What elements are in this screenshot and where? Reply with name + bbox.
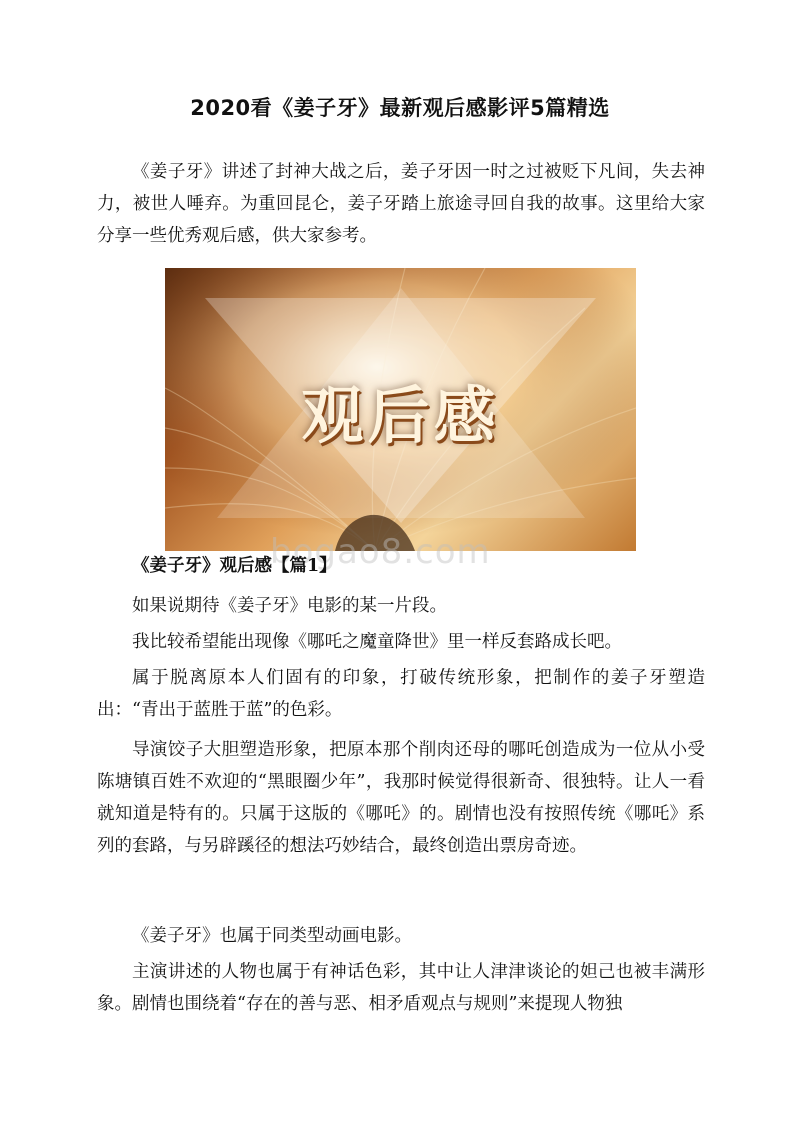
body-paragraph-6: 主演讲述的人物也属于有神话色彩，其中让人津津谈论的妲己也被丰满形象。剧情也围绕着“存在的善与恶、相矛盾观点与规则”来提现人物独	[97, 962, 705, 1014]
body-paragraph-2: 我比较希望能出现像《哪吒之魔童降世》里一样反套路成长吧。	[132, 632, 622, 652]
page-title: 2020看《姜子牙》最新观后感影评5篇精选	[190, 96, 610, 120]
body-paragraph-1: 如果说期待《姜子牙》电影的某一片段。	[132, 596, 447, 616]
watermark: bogao8.com	[270, 532, 491, 572]
body-paragraph-3: 属于脱离原本人们固有的印象，打破传统形象，把制作的姜子牙塑造出：“青出于蓝胜于蓝”的色彩。	[97, 668, 705, 720]
intro-paragraph: 《姜子牙》讲述了封神大战之后，姜子牙因一时之过被贬下凡间，失去神力，被世人唾弃。为重回昆仑，姜子牙踏上旅途寻回自我的故事。这里给大家分享一些优秀观后感，供大家参考。	[97, 162, 705, 246]
body-paragraph-5: 《姜子牙》也属于同类型动画电影。	[132, 926, 412, 946]
body-paragraph-4: 导演饺子大胆塑造形象，把原本那个削肉还母的哪吒创造成为一位从小受陈塘镇百姓不欢迎的“黑眼圈少年”，我那时候觉得很新奇、很独特。让人一看就知道是特有的。只属于这版的《哪吒》的。剧情也没有按照传统《哪吒》系列的套路，与另辟蹊径的想法巧妙结合，最终创造出票房奇迹。	[97, 740, 705, 856]
banner-image	[165, 268, 636, 551]
banner-title-text: 观后感	[301, 379, 500, 452]
section-heading: 《姜子牙》观后感【篇1】	[132, 556, 337, 576]
